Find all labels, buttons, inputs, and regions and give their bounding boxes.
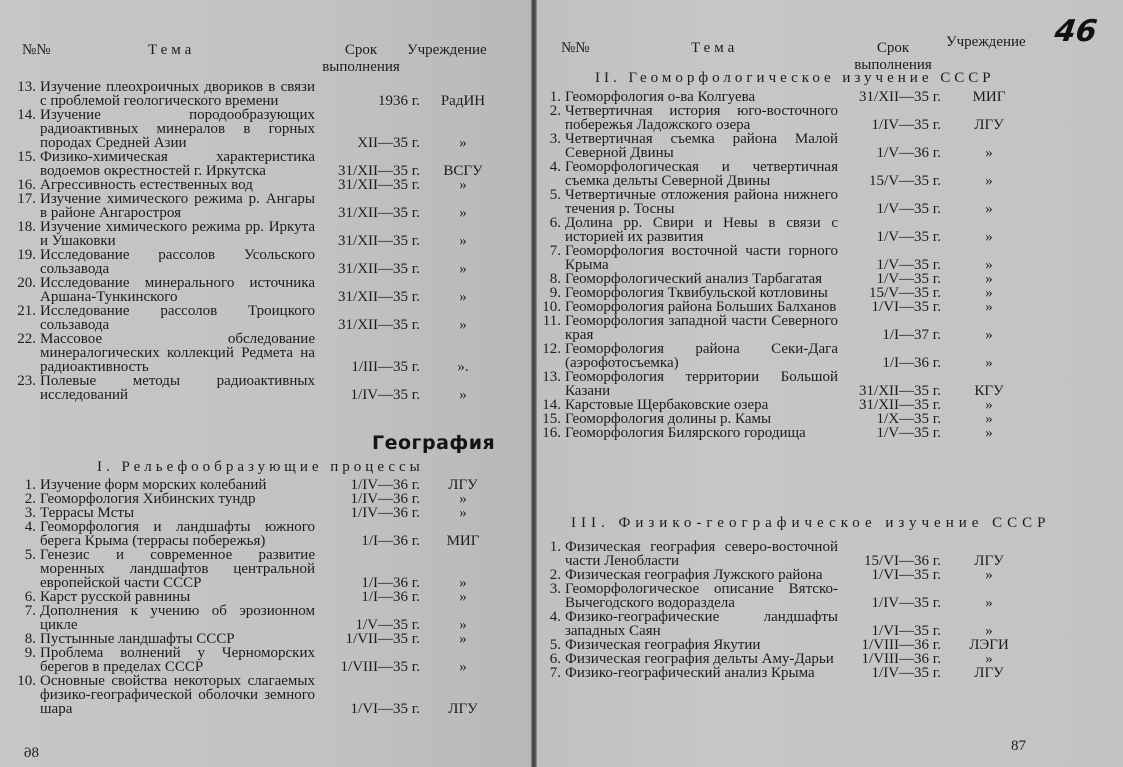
item-topic: Геоморфология западной части Северного края (565, 313, 838, 343)
list-item (533, 651, 993, 667)
item-number: 4. (24, 519, 36, 535)
item-number: 20. (17, 275, 36, 291)
item-topic: Карстовые Щербаковские озера (565, 397, 769, 413)
item-number: 17. (17, 191, 36, 207)
item-topic: Четвертичные отложения района нижнего течения р. Тосны (565, 187, 838, 217)
item-deadline: 1/VIII—36 г. (861, 651, 941, 667)
header-num: №№ (22, 42, 51, 58)
item-topic: Генезис и современное развитие моренных ландшафтов центральной европейской части СССР (40, 547, 315, 591)
item-institution: ЛГУ (974, 117, 1004, 133)
item-deadline: 1/V—36 г. (876, 145, 941, 161)
handwritten-page-number: 46 (1052, 14, 1100, 49)
section-title-2: II. Геоморфологическое изучение СССР (595, 70, 995, 86)
item-institution: ЛГУ (974, 553, 1004, 569)
list-item (533, 159, 993, 189)
item-deadline: 31/XII—35 г. (338, 261, 420, 277)
item-institution: РадИН (440, 93, 486, 109)
header-institution: Учреждение (946, 34, 1026, 50)
item-deadline: 1/V—35 г. (355, 617, 420, 633)
item-number: 15. (542, 411, 561, 427)
item-topic: Полевые методы радиоактивных исследований (40, 373, 315, 403)
header-topic: Тема (691, 40, 739, 56)
item-deadline: 1/VI—35 г. (871, 623, 941, 639)
list-item (533, 637, 1009, 653)
item-topic: Физическая география северо-восточной части Ленобласти (565, 539, 838, 569)
list-item (8, 645, 467, 675)
item-topic: Карст русской равнины (40, 589, 191, 605)
item-topic: Четвертичная съемка района Малой Северной Двины (565, 131, 838, 161)
item-topic: Долина рр. Свири и Невы в связи с историей их развития (565, 215, 838, 245)
item-institution: ЛГУ (448, 477, 478, 493)
left-items-list (8, 79, 486, 403)
header-deadline: Срок выполнения (322, 42, 400, 75)
item-institution: » (459, 177, 467, 193)
item-deadline: 1/VIII—35 г. (340, 659, 420, 675)
list-item (533, 285, 993, 301)
item-deadline: 1/VI—35 г. (871, 567, 941, 583)
item-deadline: 31/XII—35 г. (859, 397, 941, 413)
item-institution: » (985, 425, 993, 441)
item-topic: Физико-химическая характеристика водоемов окрестностей г. Иркутска (40, 149, 315, 179)
item-institution: МИГ (972, 89, 1006, 105)
list-item (533, 131, 993, 161)
item-topic: Геоморфология долины р. Камы (565, 411, 772, 427)
item-topic: Изучение химического режима рр. Иркута и Ушаковки (40, 219, 315, 249)
item-institution: » (985, 229, 993, 245)
list-item (533, 271, 993, 287)
item-institution: » (985, 397, 993, 413)
item-institution: » (459, 387, 467, 403)
item-deadline: 31/XII—35 г. (338, 233, 420, 249)
item-deadline: 1/VI—35 г. (350, 701, 420, 717)
item-institution: ЛГУ (448, 701, 478, 717)
item-topic: Геоморфология Хибинских тундр (40, 491, 256, 507)
item-deadline: 1/IV—36 г. (350, 491, 420, 507)
item-institution: » (985, 567, 993, 583)
header-topic: Тема (148, 42, 196, 58)
item-topic: Физическая география Якутии (565, 637, 761, 653)
item-number: 10. (542, 299, 561, 315)
list-item (8, 191, 467, 221)
item-number: 5. (549, 637, 561, 653)
item-institution: ЛГУ (974, 665, 1004, 681)
item-institution: » (459, 289, 467, 305)
item-institution: » (459, 617, 467, 633)
item-number: 21. (17, 303, 36, 319)
item-institution: » (985, 285, 993, 301)
item-number: 7. (549, 665, 561, 681)
item-deadline: 1/V—35 г. (876, 271, 941, 287)
item-deadline: 1/VII—35 г. (345, 631, 420, 647)
item-institution: » (459, 233, 467, 249)
item-number: 1. (24, 477, 36, 493)
item-topic: Геоморфологическая и четвертичная съемка дельты Северной Двины (565, 159, 838, 189)
item-topic: Исследование рассолов Троицкого сользавода (40, 303, 315, 333)
item-institution: » (459, 505, 467, 521)
item-number: 13. (542, 369, 561, 385)
item-topic: Изучение породообразующих радиоактивных минералов в горных породах Средней Азии (40, 107, 315, 151)
list-item (533, 215, 993, 245)
item-deadline: 1/VI—35 г. (871, 299, 941, 315)
item-deadline: 1/IV—35 г. (871, 665, 941, 681)
list-item (8, 505, 467, 521)
item-number: 8. (549, 271, 561, 287)
right-page (533, 0, 1123, 767)
item-number: 8. (24, 631, 36, 647)
item-deadline: 31/XII—35 г. (338, 317, 420, 333)
item-number: 11. (542, 313, 561, 329)
list-item (8, 477, 478, 493)
item-topic: Исследование минерального источника Аршана-Тункинского (40, 275, 315, 305)
list-item (8, 303, 467, 333)
item-topic: Агрессивность естественных вод (40, 177, 253, 193)
item-topic: Террасы Мсты (40, 505, 135, 521)
item-topic: Геоморфология Билярского городища (565, 425, 806, 441)
list-item (8, 491, 467, 507)
list-item (8, 673, 478, 717)
item-topic: Изучение химического режима р. Ангары в районе Ангаростроя (40, 191, 315, 221)
item-deadline: 1/I—36 г. (882, 355, 941, 371)
item-institution: » (985, 327, 993, 343)
item-topic: Геоморфология о-ва Колгуева (565, 89, 756, 105)
item-topic: Основные свойства некоторых слагаемых физико-географической оболочки земного шара (40, 673, 315, 717)
item-number: 3. (549, 581, 561, 597)
item-number: 3. (549, 131, 561, 147)
section-title-1: I. Рельефообразующие процессы (97, 459, 424, 475)
list-item (533, 103, 1004, 133)
item-deadline: 15/VI—36 г. (864, 553, 941, 569)
item-deadline: 31/XII—35 г. (859, 383, 941, 399)
item-number: 1. (549, 89, 561, 105)
item-number: 2. (24, 491, 36, 507)
item-number: 1. (549, 539, 561, 555)
item-deadline: 1/I—36 г. (361, 575, 420, 591)
item-deadline: 1/IV—36 г. (350, 505, 420, 521)
item-number: 2. (549, 567, 561, 583)
item-topic: Физическая география дельты Аму-Дарьи (565, 651, 834, 667)
item-deadline: 31/XII—35 г. (338, 205, 420, 221)
item-topic: Геоморфологический анализ Тарбагатая (565, 271, 823, 287)
page-number-left: 86 (24, 745, 39, 761)
list-item (8, 603, 467, 633)
item-topic: Геоморфологическое описание Вятско-Вычегодского водораздела (565, 581, 838, 611)
item-topic: Проблема волнений у Черноморских берегов в пределах СССР (40, 645, 315, 675)
list-item (533, 369, 1004, 399)
left-page (0, 0, 533, 767)
list-item (8, 373, 467, 403)
section-title-3: III. Физико-географическое изучение СССР (571, 515, 1051, 531)
item-number: 15. (17, 149, 36, 165)
item-institution: » (459, 589, 467, 605)
list-item (533, 411, 993, 427)
item-institution: » (985, 411, 993, 427)
list-item (533, 243, 993, 273)
item-deadline: 1/V—35 г. (876, 229, 941, 245)
item-number: 5. (24, 547, 36, 563)
list-item (8, 631, 467, 647)
item-institution: » (459, 631, 467, 647)
item-institution: » (459, 491, 467, 507)
item-institution: КГУ (974, 383, 1004, 399)
item-topic: Исследование рассолов Усольского сользавода (40, 247, 315, 277)
item-institution: » (985, 145, 993, 161)
list-item (533, 539, 1004, 569)
item-number: 22. (17, 331, 36, 347)
header-institution: Учреждение (407, 42, 487, 58)
item-topic: Геоморфология территории Большой Казани (565, 369, 838, 399)
item-topic: Физическая география Лужского района (565, 567, 823, 583)
item-institution: » (459, 317, 467, 333)
item-institution: » (985, 257, 993, 273)
item-topic: Геоморфология района Секи-Дага (аэрофотосъемка) (565, 341, 838, 371)
item-number: 13. (17, 79, 36, 95)
item-institution: » (985, 271, 993, 287)
item-deadline: 1/III—35 г. (351, 359, 420, 375)
list-item (533, 425, 993, 441)
item-number: 16. (542, 425, 561, 441)
list-item (8, 177, 467, 193)
item-deadline: 1/IV—35 г. (871, 117, 941, 133)
list-item (533, 89, 1006, 105)
item-topic: Изучение плеохроичных двориков в связи с проблемой геологического времени (40, 79, 315, 109)
item-number: 9. (24, 645, 36, 661)
list-item (8, 331, 469, 375)
item-deadline: 1/I—36 г. (361, 533, 420, 549)
item-number: 3. (24, 505, 36, 521)
item-topic: Четвертичная история юго-восточного побережья Ладожского озера (565, 103, 838, 133)
item-number: 7. (24, 603, 36, 619)
item-deadline: 1/V—35 г. (876, 425, 941, 441)
item-topic: Массовое обследование минералогических коллекций Редмета на радиоактивность (40, 331, 315, 375)
item-topic: Геоморфология Тквибульской котловины (565, 285, 828, 301)
list-item (8, 547, 467, 591)
item-topic: Геоморфология района Больших Балханов (565, 299, 837, 315)
item-deadline: XII—35 г. (357, 135, 420, 151)
item-institution: » (985, 299, 993, 315)
page-gutter (531, 0, 537, 767)
item-number: 12. (542, 341, 561, 357)
item-number: 14. (542, 397, 561, 413)
item-number: 10. (17, 673, 36, 689)
header-deadline: Срок выполнения (854, 40, 932, 73)
item-institution: » (985, 595, 993, 611)
item-number: 23. (17, 373, 36, 389)
section-3-list (533, 539, 1009, 681)
item-institution: ЛЭГИ (969, 637, 1009, 653)
item-number: 2. (549, 103, 561, 119)
item-deadline: 31/XII—35 г. (338, 177, 420, 193)
item-number: 4. (549, 609, 561, 625)
section-2-list (533, 89, 1006, 441)
item-number: 4. (549, 159, 561, 175)
item-institution: » (985, 355, 993, 371)
item-deadline: 1/X—35 г. (876, 411, 941, 427)
list-item (533, 341, 993, 371)
item-number: 6. (549, 215, 561, 231)
list-item (8, 149, 483, 179)
list-item (533, 397, 993, 413)
list-item (533, 313, 993, 343)
item-institution: » (985, 173, 993, 189)
list-item (533, 609, 993, 639)
list-item (8, 519, 480, 549)
item-deadline: 1/I—36 г. (361, 589, 420, 605)
list-item (533, 187, 993, 217)
item-number: 19. (17, 247, 36, 263)
item-deadline: 1/IV—35 г. (871, 595, 941, 611)
list-item (533, 299, 993, 315)
item-topic: Изучение форм морских колебаний (40, 477, 267, 493)
list-item (8, 247, 467, 277)
item-institution: » (985, 623, 993, 639)
item-deadline: 1/IV—35 г. (350, 387, 420, 403)
list-item (533, 581, 993, 611)
list-item (533, 567, 993, 583)
list-item (8, 275, 467, 305)
item-institution: » (459, 575, 467, 591)
item-institution: » (459, 135, 467, 151)
item-number: 18. (17, 219, 36, 235)
item-number: 6. (24, 589, 36, 605)
item-institution: » (459, 659, 467, 675)
item-topic: Физико-географические ландшафты западных Саян (565, 609, 838, 639)
item-deadline: 1/IV—36 г. (350, 477, 420, 493)
item-number: 14. (17, 107, 36, 123)
item-deadline: 15/V—35 г. (869, 173, 941, 189)
item-deadline: 1/V—35 г. (876, 201, 941, 217)
item-number: 16. (17, 177, 36, 193)
item-deadline: 1936 г. (378, 93, 420, 109)
item-deadline: 31/XII—35 г. (338, 163, 420, 179)
item-institution: » (459, 205, 467, 221)
item-deadline: 1/V—35 г. (876, 257, 941, 273)
header-num: №№ (561, 40, 590, 56)
item-topic: Пустынные ландшафты СССР (40, 631, 235, 647)
item-topic: Физико-географический анализ Крыма (565, 665, 815, 681)
list-item (8, 79, 486, 109)
item-deadline: 31/XII—35 г. (338, 289, 420, 305)
item-institution: » (459, 261, 467, 277)
item-deadline: 31/XII—35 г. (859, 89, 941, 105)
item-deadline: 1/I—37 г. (882, 327, 941, 343)
list-item (533, 665, 1004, 681)
item-number: 7. (549, 243, 561, 259)
item-institution: МИГ (446, 533, 480, 549)
item-institution: ». (457, 359, 469, 375)
item-topic: Геоморфология и ландшафты южного берега Крыма (террасы побережья) (40, 519, 315, 549)
item-number: 6. (549, 651, 561, 667)
item-number: 5. (549, 187, 561, 203)
list-item (8, 219, 467, 249)
section-heading-geography: География (372, 432, 496, 454)
item-institution: ВСГУ (443, 163, 483, 179)
list-item (8, 107, 467, 151)
item-institution: » (985, 201, 993, 217)
item-institution: » (985, 651, 993, 667)
item-topic: Дополнения к учению об эрозионном цикле (40, 603, 315, 633)
list-item (8, 589, 467, 605)
page-number-right: 87 (1011, 738, 1026, 754)
section-1-list (8, 477, 480, 717)
item-deadline: 15/V—35 г. (869, 285, 941, 301)
item-topic: Геоморфология восточной части горного Крыма (565, 243, 838, 273)
item-number: 9. (549, 285, 561, 301)
item-deadline: 1/VIII—36 г. (861, 637, 941, 653)
